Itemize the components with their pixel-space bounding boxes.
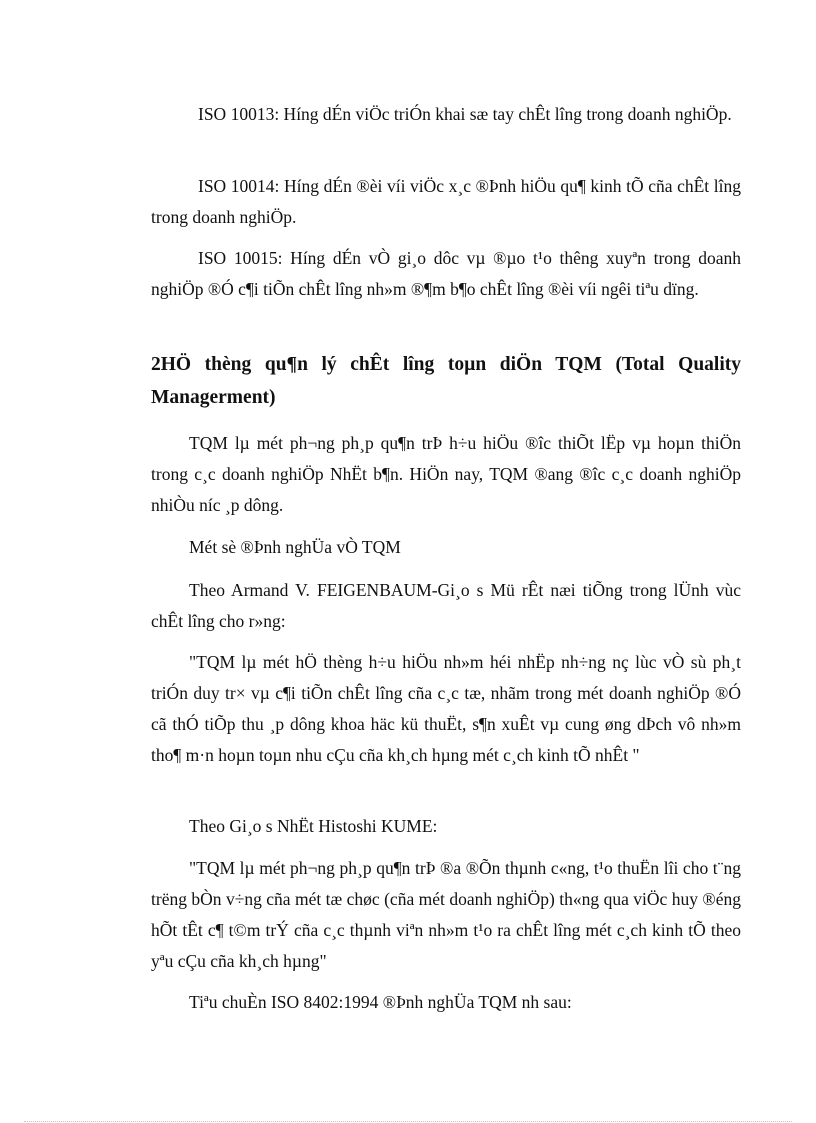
paragraph-iso-10015: ISO 10015: Híng dÉn vÒ gi¸o dôc vµ ®µo t¹o thêng xuyªn trong doanh nghiÖp ®Ó c¶i tiÕn chÊt lîng nh»m ®¶m b¶o chÊt lîng ®èi víi ngêi tiªu dïng. — [151, 248, 741, 299]
quote-kume: "TQM lµ mét ph¬ng ph¸p qu¶n trÞ ®a ®Õn thµnh c«ng, t¹o thuËn lîi cho t¨ng trëng bÒn v÷ng cña mét tæ chøc (cña mét doanh nghiÖp) th«ng qua viÖc huy ®éng hÕt tÊt c¶ t©m trÝ cña c¸c thµnh viªn nh»m t¹o ra chÊt lîng mét c¸ch kinh tÕ theo yªu cÇu cña kh¸ch hµng" — [151, 858, 741, 971]
quote-feigenbaum: "TQM lµ mét hÖ thèng h÷u hiÖu nh»m héi nhËp nh÷ng nç lùc vÒ sù ph¸t triÓn duy tr× vµ c¶i tiÕn chÊt lîng cña c¸c tæ, nhãm trong mét doanh nghiÖp ®Ó cã thÓ tiÕp thu ¸p dông khoa häc kü thuËt, s¶n xuÊt vµ cung øng dÞch vô nh»m tho¶ m·n hoµn toµn nhu cÇu cña kh¸ch hµng mét c¸ch kinh tÕ nhÊt " — [151, 652, 741, 765]
paragraph-definitions-title: Mét sè ®Þnh nghÜa vÒ TQM — [189, 537, 401, 557]
paragraph-iso-8402: Tiªu chuÈn ISO 8402:1994 ®Þnh nghÜa TQM nh sau: — [189, 992, 572, 1012]
paragraph-iso-10013: ISO 10013: Híng dÉn viÖc triÓn khai sæ tay chÊt lîng trong doanh nghiÖp. — [198, 104, 732, 124]
paragraph-tqm-intro: TQM lµ mét ph¬ng ph¸p qu¶n trÞ h÷u hiÖu ®îc thiÕt lËp vµ hoµn thiÖn trong c¸c doanh nghiÖp NhËt b¶n. HiÖn nay, TQM ®ang ®îc c¸c doanh nghiÖp nhiÒu níc ¸p dông. — [151, 433, 741, 515]
page-bottom-divider — [24, 1121, 792, 1122]
section-heading-tqm: 2HÖ thèng qu¶n lý chÊt lîng toµn diÖn TQM (Total Quality Managerment) — [151, 354, 741, 408]
paragraph-kume-intro: Theo Gi¸o s NhËt Histoshi KUME: — [189, 816, 438, 836]
paragraph-feigenbaum-intro: Theo Armand V. FEIGENBAUM-Gi¸o s Mü rÊt næi tiÕng trong lÜnh vùc chÊt lîng cho r»ng: — [151, 580, 741, 631]
paragraph-iso-10014: ISO 10014: Híng dÉn ®èi víi viÖc x¸c ®Þnh hiÖu qu¶ kinh tÕ cña chÊt lîng trong doanh nghiÖp. — [151, 176, 741, 227]
